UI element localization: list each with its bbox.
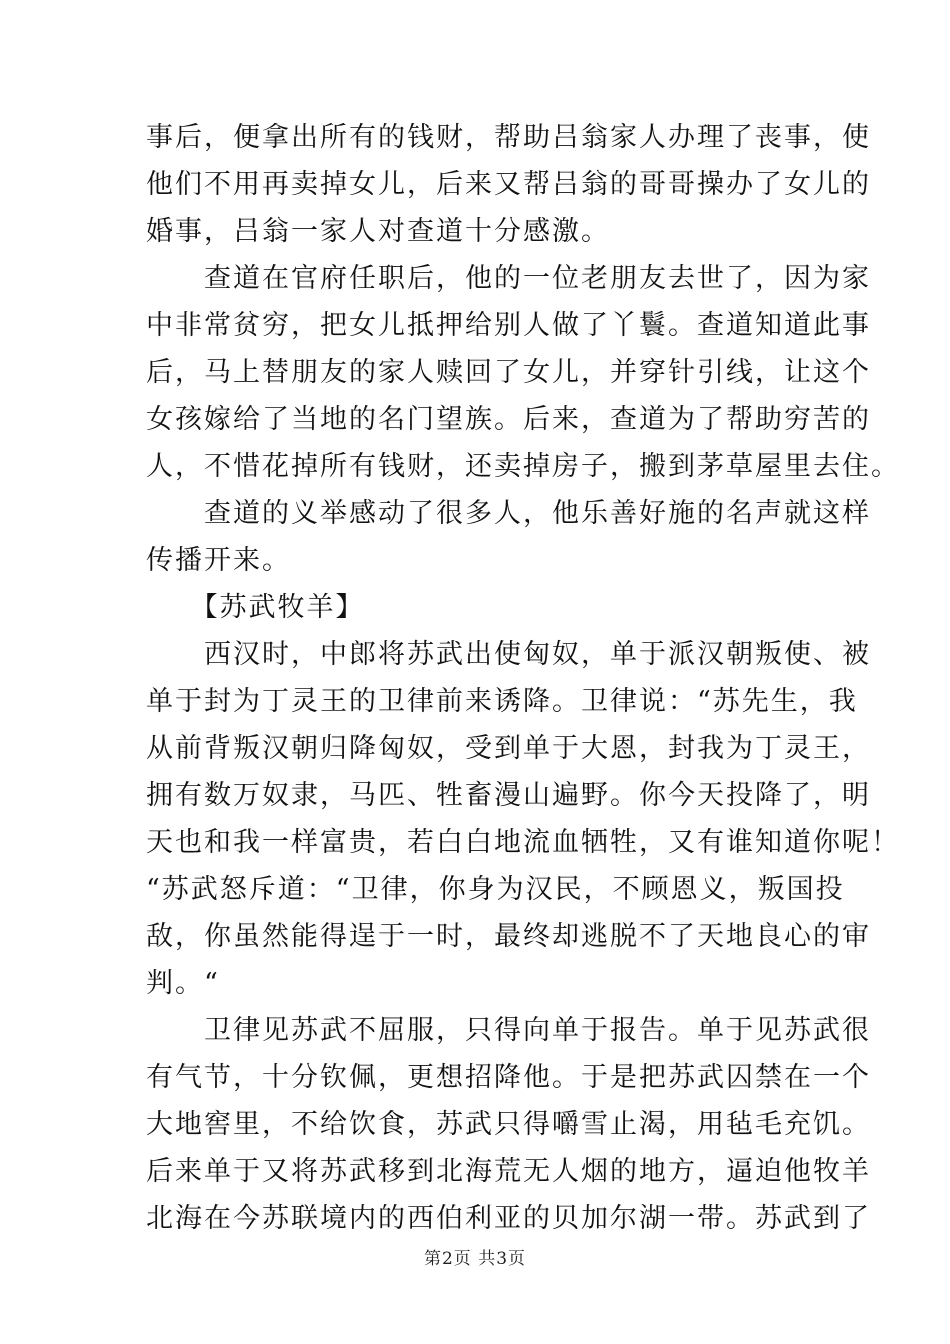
text-line: “苏武怒斥道：“卫律，你身为汉民，不顾恩义，叛国投: [146, 874, 845, 905]
text-line: 后来单于又将苏武移到北海荒无人烟的地方，逼迫他牧羊: [146, 1156, 871, 1187]
text-line: 中非常贫穷，把女儿抵押给别人做了丫鬟。查道知道此事: [146, 310, 871, 341]
text-line: 事后，便拿出所有的钱财，帮助吕翁家人办理了丧事，使: [146, 122, 871, 153]
text-line: 天也和我一样富贵，若白白地流血牺牲，又有谁知道你呢！: [146, 827, 900, 858]
text-line: 传播开来。: [146, 545, 291, 576]
text-line: 后，马上替朋友的家人赎回了女儿，并穿针引线，让这个: [146, 357, 871, 388]
text-line: 人，不惜花掉所有钱财，还卖掉房子，搬到茅草屋里去住。: [146, 451, 900, 482]
text-line: 大地窖里，不给饮食，苏武只得嚼雪止渴，用毡毛充饥。: [146, 1109, 871, 1140]
text-line: 拥有数万奴隶，马匹、牲畜漫山遍野。你今天投降了，明: [146, 780, 871, 811]
text-line: 查道的义举感动了很多人，他乐善好施的名声就这样: [146, 498, 871, 529]
text-line: 判。“: [146, 968, 220, 999]
text-line: 卫律见苏武不屈服，只得向单于报告。单于见苏武很: [146, 1015, 871, 1046]
section-heading: 【苏武牧羊】: [146, 592, 365, 623]
body-text: [146, 114, 900, 1242]
text-line: 婚事，吕翁一家人对查道十分感激。: [146, 216, 610, 247]
text-line: 他们不用再卖掉女儿，后来又帮吕翁的哥哥操办了女儿的: [146, 169, 871, 200]
text-line: 北海在今苏联境内的西伯利亚的贝加尔湖一带。苏武到了: [146, 1203, 871, 1234]
text-line: 从前背叛汉朝归降匈奴，受到单于大恩，封我为丁灵王，: [146, 733, 871, 764]
text-line: 有气节，十分钦佩，更想招降他。于是把苏武囚禁在一个: [146, 1062, 871, 1093]
text-line: 单于封为丁灵王的卫律前来诱降。卫律说：“苏先生，我: [146, 686, 858, 717]
text-line: 敌，你虽然能得逞于一时，最终却逃脱不了天地良心的审: [146, 921, 871, 952]
text-line: 西汉时，中郎将苏武出使匈奴，单于派汉朝叛使、被: [146, 639, 871, 670]
text-line: 查道在官府任职后，他的一位老朋友去世了，因为家: [146, 263, 871, 294]
text-line: 女孩嫁给了当地的名门望族。后来，查道为了帮助穷苦的: [146, 404, 871, 435]
page-number-footer: 第2页 共3页: [423, 1249, 527, 1269]
